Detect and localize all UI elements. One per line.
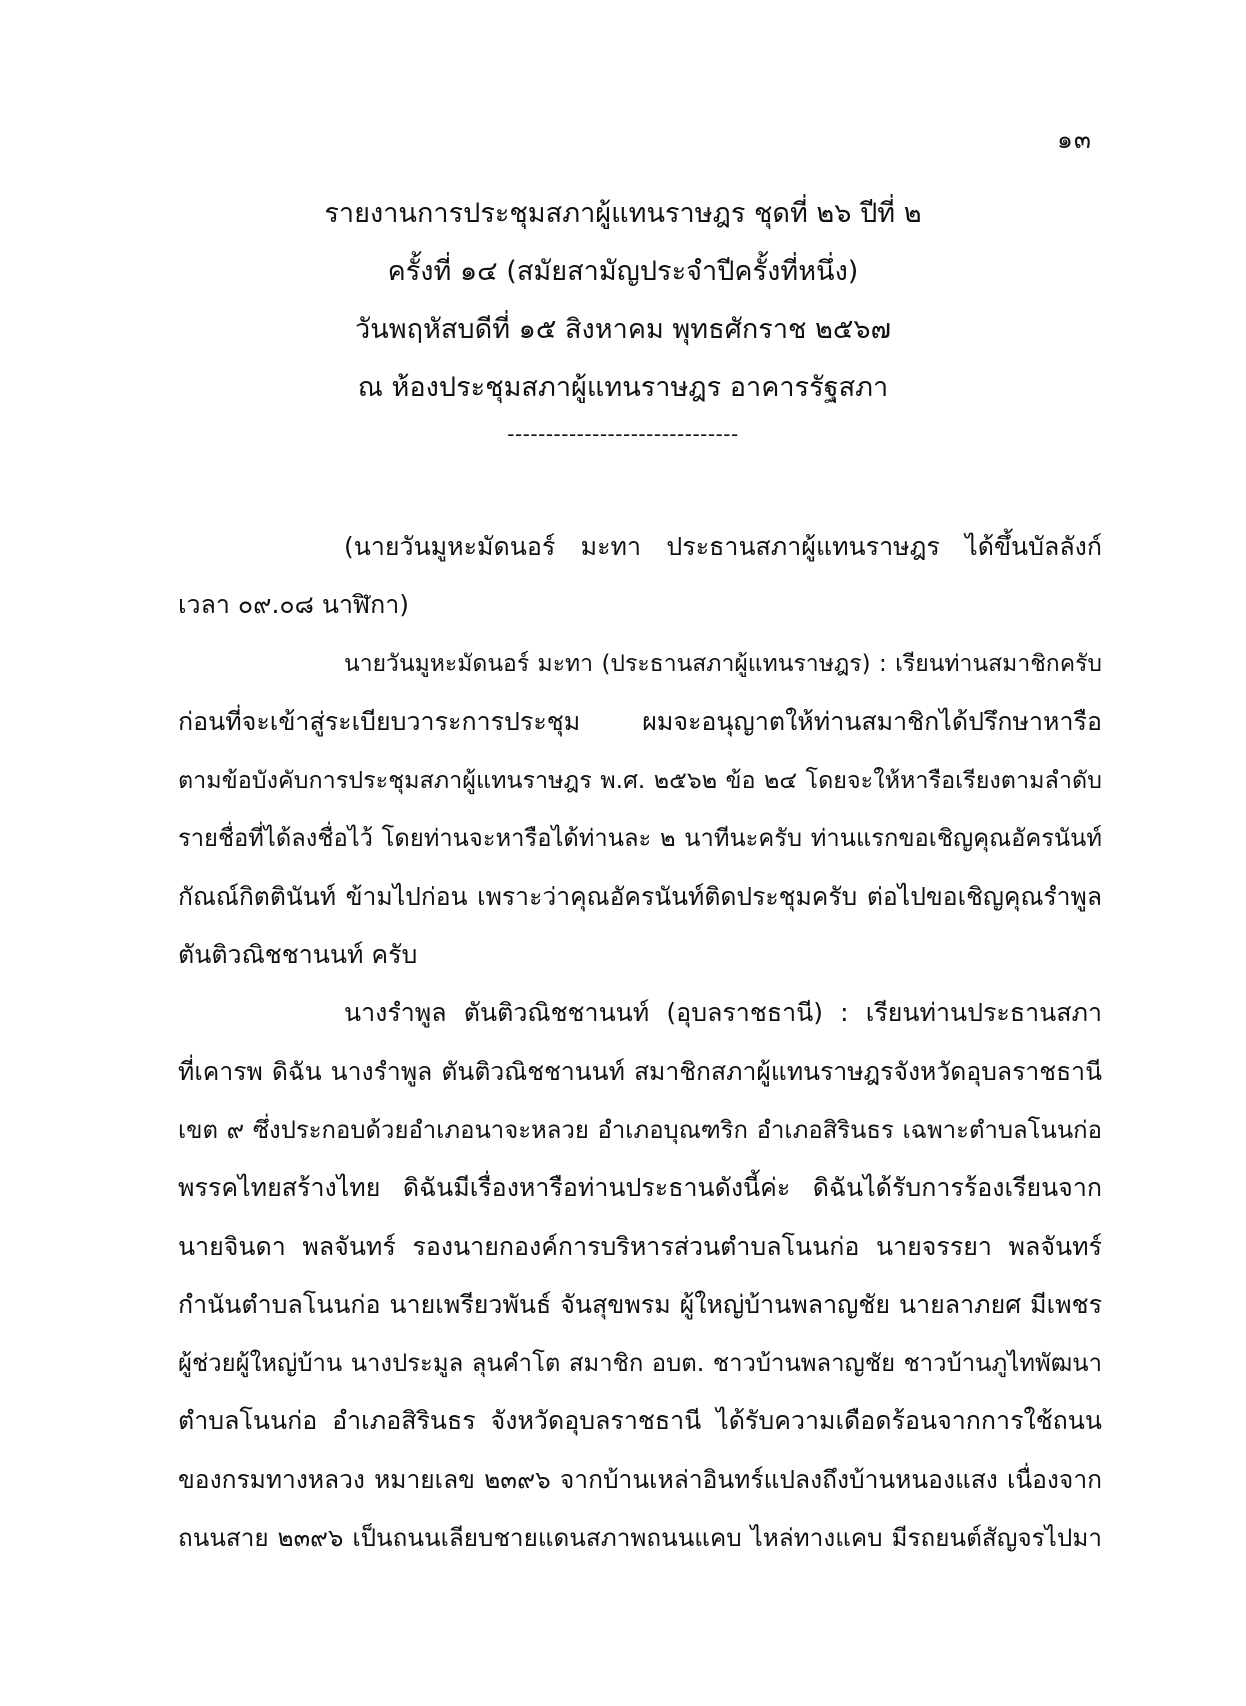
title-divider: ------------------------------ — [507, 422, 739, 446]
page-number: ๑๓ — [1057, 125, 1092, 154]
text-line: ของกรมทางหลวง หมายเลข ๒๓๙๖ จากบ้านเหล่าอินทร์แปลงถึงบ้านหนองแสง เนื่องจาก — [178, 1464, 1102, 1494]
text-line: เวลา ๐๙.๐๘ นาฬิกา) — [178, 590, 410, 620]
text-line: กำนันตำบลโนนก่อ นายเพรียวพันธ์ จันสุขพรม ผู้ใหญ่บ้านพลาญชัย นายลาภยศ มีเพชร — [178, 1289, 1102, 1319]
document-body — [178, 518, 1102, 1567]
text-line: ตันติวณิชชานนท์ ครับ — [178, 940, 418, 970]
text-line: เขต ๙ ซึ่งประกอบด้วยอำเภอนาจะหลวย อำเภอบุณฑริก อำเภอสิรินธร เฉพาะตำบลโนนก่อ — [178, 1115, 1102, 1144]
text-line: พรรคไทยสร้างไทย ดิฉันมีเรื่องหารือท่านประธานดังนี้ค่ะ ดิฉันได้รับการร้องเรียนจาก — [178, 1173, 1102, 1203]
chairman-speech-paragraph — [178, 635, 1102, 985]
report-title — [0, 185, 1246, 449]
session-opening-paragraph — [178, 518, 1102, 635]
text-line: ถนนสาย ๒๓๙๖ เป็นถนนเลียบชายแดนสภาพถนนแคบ ไหล่ทางแคบ มีรถยนต์สัญจรไปมา — [178, 1523, 1102, 1553]
title-line: ครั้งที่ ๑๔ (สมัยสามัญประจำปีครั้งที่หนึ่ง) — [387, 256, 859, 287]
text-line: ที่เคารพ ดิฉัน นางรำพูล ตันติวณิชชานนท์ สมาชิกสภาผู้แทนราษฎรจังหวัดอุบลราชธานี — [178, 1056, 1102, 1086]
text-line: ตามข้อบังคับการประชุมสภาผู้แทนราษฎร พ.ศ. ๒๕๖๒ ข้อ ๒๔ โดยจะให้หารือเรียงตามลำดับ — [178, 766, 1102, 795]
text-line: (นายวันมูหะมัดนอร์ มะทา ประธานสภาผู้แทนราษฎร ได้ขึ้นบัลลังก์ — [344, 532, 1102, 561]
title-line: ณ ห้องประชุมสภาผู้แทนราษฎร อาคารรัฐสภา — [357, 372, 889, 403]
text-line: รายชื่อที่ได้ลงชื่อไว้ โดยท่านจะหารือได้ท่านละ ๒ นาทีนะครับ ท่านแรกขอเชิญคุณอัครนันท์ — [178, 824, 1102, 853]
member-speech-paragraph — [178, 984, 1102, 1567]
text-line: ผู้ช่วยผู้ใหญ่บ้าน นางประมูล ลุนคำโต สมาชิก อบต. ชาวบ้านพลาญชัย ชาวบ้านภูไทพัฒนา — [178, 1349, 1102, 1378]
text-line: ก่อนที่จะเข้าสู่ระเบียบวาระการประชุม ผมจะอนุญาตให้ท่านสมาชิกได้ปรึกษาหารือ — [178, 706, 1102, 736]
text-line: นายจินดา พลจันทร์ รองนายกองค์การบริหารส่วนตำบลโนนก่อ นายจรรยา พลจันทร์ — [178, 1231, 1102, 1261]
text-line: นายวันมูหะมัดนอร์ มะทา (ประธานสภาผู้แทนราษฎร) : เรียนท่านสมาชิกครับ — [344, 650, 1102, 677]
title-line: วันพฤหัสบดีที่ ๑๕ สิงหาคม พุทธศักราช ๒๕๖๗ — [355, 314, 891, 345]
text-line: นางรำพูล ตันติวณิชชานนท์ (อุบลราชธานี) : เรียนท่านประธานสภา — [344, 998, 1102, 1028]
title-line: รายงานการประชุมสภาผู้แทนราษฎร ชุดที่ ๒๖ ปีที่ ๒ — [324, 198, 922, 229]
text-line: ตำบลโนนก่อ อำเภอสิรินธร จังหวัดอุบลราชธานี ได้รับความเดือดร้อนจากการใช้ถนน — [178, 1406, 1102, 1436]
text-line: กัณณ์กิตตินันท์ ข้ามไปก่อน เพราะว่าคุณอัครนันท์ติดประชุมครับ ต่อไปขอเชิญคุณรำพูล — [178, 881, 1102, 911]
